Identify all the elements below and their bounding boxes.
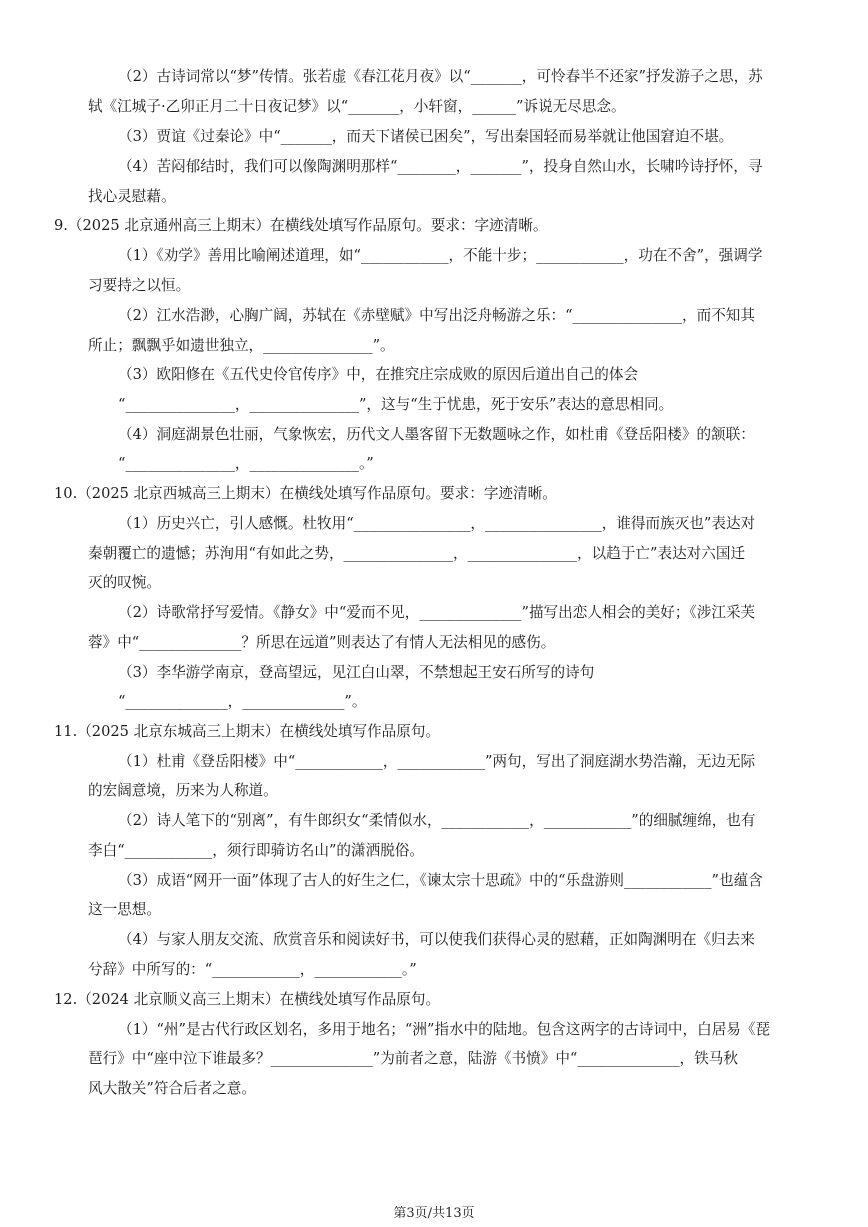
text-line: （4）苦闷郁结时，我们可以像陶渊明那样“________，_______”，投身自然山水，长啸吟诗抒怀，寻: [118, 158, 763, 175]
text-line: 风大散关”符合后者之意。: [88, 1080, 256, 1097]
text-line: 习要持之以恒。: [88, 277, 191, 294]
question-heading: 9.（2025 北京通州高三上期末）在横线处填写作品原句。要求：字迹清晰。: [54, 217, 548, 234]
question-heading: 12.（2024 北京顺义高三上期末）在横线处填写作品原句。: [54, 991, 441, 1008]
text-line: 轼《江城子·乙卯正月二十日夜记梦》以“_______，小轩窗，______”诉说无尽思念。: [88, 98, 626, 115]
text-line: （1）《劝学》善用比喻阐述道理，如“____________，不能十步；____________，功在不舍”，强调学: [118, 247, 763, 264]
text-line: （3）李华游学南京，登高望远，见江白山翠，不禁想起王安石所写的诗句: [118, 664, 595, 681]
text-line: （1）杜甫《登岳阳楼》中“____________，____________”两句，写出了洞庭湖水势浩瀚，无边无际: [118, 753, 756, 770]
text-line: （3）贾谊《过秦论》中“_______，而天下诸侯已困矣”，写出秦国轻而易举就让他国窘迫不堪。: [118, 128, 734, 145]
text-line: “_______________，_______________”，这与“生于忧患，死于安乐”表达的意思相同。: [118, 396, 674, 413]
question-heading: 11.（2025 北京东城高三上期末）在横线处填写作品原句。: [54, 723, 441, 740]
text-line: 李白“____________，须行即骑访名山”的潇洒脱俗。: [88, 842, 424, 859]
question-heading: 10.（2025 北京西城高三上期末）在横线处填写作品原句。要求：字迹清晰。: [54, 485, 557, 502]
text-line: 兮辞》中所写的：“____________，____________。”: [88, 961, 417, 978]
text-line: “_______________，_______________。”: [118, 455, 374, 472]
text-line: 琶行》中“座中泣下谁最多？______________”为前者之意，陆游《书愤》中“______________，铁马秋: [88, 1050, 738, 1067]
text-line: 所止；飘飘乎如遗世独立，_______________”。: [88, 337, 395, 354]
text-line: （3）欧阳修在《五代史伶官传序》中，在推究庄宗成败的原因后道出自己的体会: [118, 366, 639, 383]
text-line: 秦朝覆亡的遗憾；苏洵用“有如此之势，_______________，_______________，以趋于亡”表达对六国迁: [88, 545, 746, 562]
text-line: （2）古诗词常以“梦”传情。张若虚《春江花月夜》以“_______，可怜春半不还家”抒发游子之思，苏: [118, 68, 763, 85]
text-line: （2）诗人笔下的“别离”，有牛郎织女“柔情似水，____________，____________”的细腻缠绵，也有: [118, 812, 756, 829]
text-line: 的宏阔意境，历来为人称道。: [88, 782, 278, 799]
text-line: 蓉》中“______________？所思在远道”则表达了有情人无法相见的感伤。: [88, 634, 556, 651]
text-line: “______________，______________”。: [118, 693, 367, 710]
text-line: 这一思想。: [88, 901, 161, 918]
page-number: 第3页/共13页: [393, 1206, 475, 1221]
text-line: （1）“州”是古代行政区划名，多用于地名；“洲”指水中的陆地。包含这两字的古诗词中，白居易《琵: [118, 1021, 771, 1038]
text-line: （4）洞庭湖景色壮丽，气象恢宏，历代文人墨客留下无数题咏之作，如杜甫《登岳阳楼》的颔联：: [118, 426, 755, 443]
text-line: （2）江水浩渺，心胸广阔，苏轼在《赤壁赋》中写出泛舟畅游之乐：“_______________，而不知其: [118, 307, 755, 324]
text-line: （4）与家人朋友交流、欣赏音乐和阅读好书，可以使我们获得心灵的慰藉，正如陶渊明在《归去来: [118, 931, 755, 948]
text-line: 灭的叹惋。: [88, 574, 161, 591]
text-line: 找心灵慰藉。: [88, 188, 176, 205]
text-line: （3）成语“网开一面”体现了古人的好生之仁，《谏太宗十思疏》中的“乐盘游则____________”也蕴含: [118, 872, 763, 889]
text-line: （1）历史兴亡，引人感慨。杜牧用“________________，________________，谁得而族灭也”表达对: [118, 515, 756, 532]
text-line: （2）诗歌常抒写爱情。《静女》中“爱而不见，______________”描写出恋人相会的美好；《涉江采芙: [118, 604, 756, 621]
